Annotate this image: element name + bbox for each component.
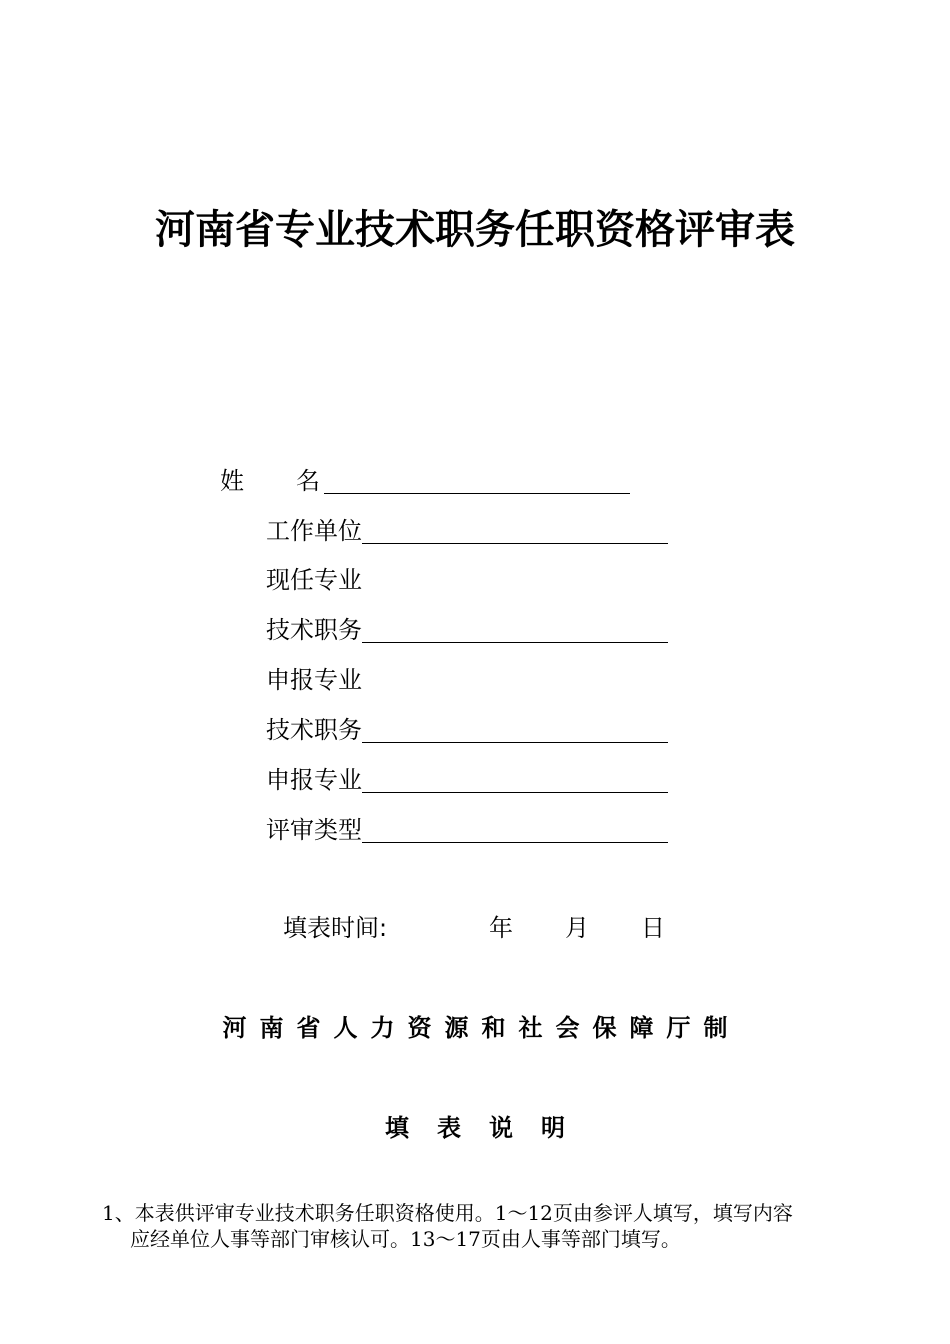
name-label-char-2: 名	[296, 467, 320, 495]
name-field	[220, 464, 630, 498]
current-specialty-field	[266, 563, 362, 597]
apply-position-field	[266, 713, 668, 747]
note-item-1	[102, 1200, 862, 1252]
apply-specialty-label: 申报专业	[266, 766, 362, 794]
fill-date-day: 日	[641, 914, 665, 942]
review-type-label: 评审类型	[266, 816, 362, 844]
fill-date-row	[283, 910, 683, 946]
work-unit-field	[266, 514, 668, 548]
fill-date-month: 月	[565, 914, 589, 942]
fill-date-year: 年	[489, 914, 513, 942]
apply-specialty-heading-label: 申报专业	[266, 666, 362, 694]
apply-position-input-line[interactable]	[362, 714, 668, 743]
apply-specialty-input-line[interactable]	[362, 764, 668, 793]
apply-specialty-heading-field	[266, 663, 362, 697]
apply-position-label: 技术职务	[266, 716, 362, 744]
review-type-input-line[interactable]	[362, 814, 668, 843]
work-unit-label: 工作单位	[266, 517, 362, 545]
current-position-label: 技术职务	[266, 616, 362, 644]
note-item-1-line-2: 应经单位人事等部门审核认可。13～17页由人事等部门填写。	[130, 1227, 681, 1251]
document-title: 河南省专业技术职务任职资格评审表	[155, 207, 795, 253]
name-label	[220, 464, 324, 498]
issuing-authority: 河南省人力资源和社会保障厅制	[222, 1014, 741, 1042]
current-position-field	[266, 613, 668, 647]
name-label-char-1: 姓	[220, 467, 244, 495]
apply-specialty-field	[266, 763, 668, 797]
current-position-input-line[interactable]	[362, 614, 668, 643]
review-type-field	[266, 813, 668, 847]
note-item-1-line-1: 1、本表供评审专业技术职务任职资格使用。1～12页由参评人填写，填写内容	[102, 1201, 793, 1225]
current-specialty-label: 现任专业	[266, 566, 362, 594]
fill-date-label: 填表时间:	[283, 914, 388, 942]
notes-heading: 填表说明	[385, 1114, 593, 1142]
name-input-line[interactable]	[324, 465, 630, 494]
work-unit-input-line[interactable]	[362, 515, 668, 544]
